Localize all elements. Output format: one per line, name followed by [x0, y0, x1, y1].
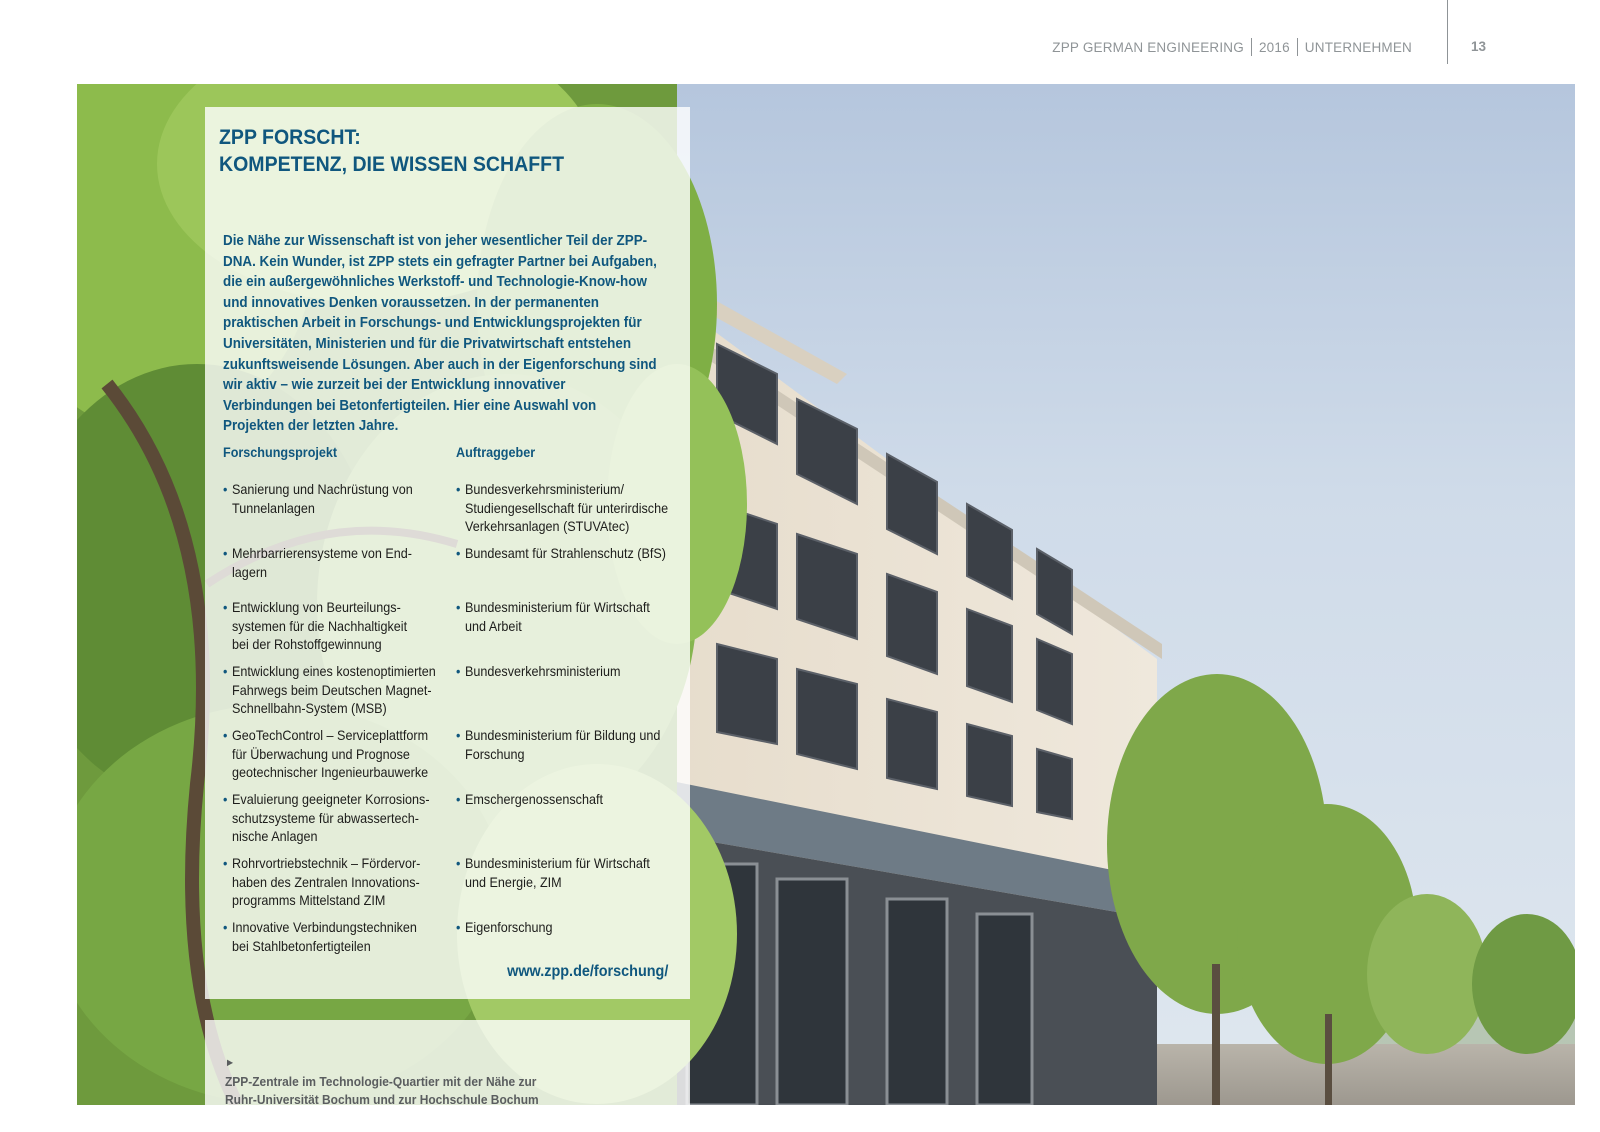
- project-name: Entwicklung von Beurteilungs- systemen für die Nachhaltigkeit bei der Rohstoffgewinnung: [232, 599, 408, 652]
- client-name: Eigenforschung: [465, 919, 553, 935]
- client-name: Bundesministerium für Wirtschaft und Arbeit: [465, 599, 650, 634]
- caption-arrow-icon: ►: [225, 1057, 236, 1069]
- list-item: [223, 790, 430, 846]
- client-name: Bundesverkehrsministerium: [465, 663, 621, 679]
- project-name: Innovative Verbindungstechniken bei Stahlbetonfertigteilen: [232, 919, 417, 954]
- project-name: Evaluierung geeigneter Korrosions- schutzsysteme für abwassertech- nische Anlagen: [232, 791, 430, 844]
- caption-line-1: [225, 1053, 611, 1091]
- project-name: GeoTechControl – Serviceplattform für Überwachung und Prognose geotechnischer Ingenieurbauwerke: [232, 727, 429, 780]
- list-item: [223, 854, 420, 910]
- list-item: [223, 544, 412, 581]
- list-item: [456, 790, 603, 809]
- client-name: Bundesministerium für Wirtschaft und Energie, ZIM: [465, 855, 650, 890]
- project-name: Rohrvortriebstechnik – Fördervor- haben des Zentralen Innovations- programms Mittelstand ZIM: [232, 855, 421, 908]
- column-header-project: Forschungsprojekt: [223, 444, 338, 460]
- research-url-link[interactable]: www.zpp.de/forschung/: [506, 963, 668, 980]
- header-divider: [1251, 38, 1252, 56]
- list-item: [456, 544, 666, 563]
- header-publication: ZPP GERMAN ENGINEERING: [1052, 39, 1244, 55]
- client-name: Bundesamt für Strahlenschutz (BfS): [465, 545, 666, 561]
- list-item: [223, 480, 413, 517]
- article-intro: Die Nähe zur Wissenschaft ist von jeher wesentlicher Teil der ZPP-DNA. Kein Wunder, ist ZPP stets ein gefragter Partner bei Aufgaben, die ein außergewöhnliches Werkstoff- und Technologie-Know-how und innovatives Denken voraussetzen. In der permanenten praktischen Arbeit in Forschungs- und Entwicklungsprojekten für Universitäten, Ministerien und für die Privatwirtschaft entstehen zukunftsweisende Lösungen. Aber auch in der Eigenforschung sind wir aktiv – wie zurzeit bei der Entwicklung innovativer Verbindungen bei Betonfertigteilen. Hier eine Auswahl von Projekten der letzten Jahre.: [223, 232, 657, 435]
- page-number: 13: [1471, 39, 1487, 54]
- list-item: [456, 662, 620, 681]
- client-name: Bundesministerium für Bildung und Forschung: [465, 727, 661, 762]
- header-vertical-rule: [1447, 0, 1448, 64]
- header-year: 2016: [1258, 39, 1290, 55]
- client-name: Emschergenossenschaft: [465, 791, 603, 807]
- project-name: Sanierung und Nachrüstung von Tunnelanlagen: [232, 481, 413, 516]
- list-item: [223, 726, 428, 782]
- list-item: [456, 726, 660, 763]
- list-item: [223, 598, 407, 654]
- photo-caption: [225, 1053, 611, 1110]
- client-name: Bundesverkehrsministerium/ Studiengesellschaft für unterirdische Verkehrsanlagen (STUVAtec): [465, 481, 669, 534]
- list-item: [456, 480, 668, 536]
- header-section: UNTERNEHMEN: [1304, 39, 1412, 55]
- article-title-line-2: KOMPETENZ, DIE WISSEN SCHAFFT: [219, 153, 565, 176]
- list-item: [223, 918, 417, 955]
- caption-line-1-text: ZPP-Zentrale im Technologie-Quartier mit der Nähe zur: [225, 1073, 537, 1089]
- header-divider: [1297, 38, 1298, 56]
- list-item: [456, 854, 650, 891]
- list-item: [456, 918, 553, 937]
- article-title: [219, 124, 647, 178]
- project-name: Mehrbarrierensysteme von End- lagern: [232, 545, 412, 580]
- caption-line-2: Ruhr-Universität Bochum und zur Hochschule Bochum: [225, 1092, 539, 1107]
- list-item: [223, 662, 436, 718]
- project-name: Entwicklung eines kostenoptimierten Fahrwegs beim Deutschen Magnet- Schnellbahn-System (MSB): [232, 663, 436, 716]
- column-header-client: Auftraggeber: [456, 444, 536, 460]
- page-header: [1052, 38, 1412, 56]
- article-title-line-1: ZPP FORSCHT:: [219, 126, 361, 149]
- list-item: [456, 598, 650, 635]
